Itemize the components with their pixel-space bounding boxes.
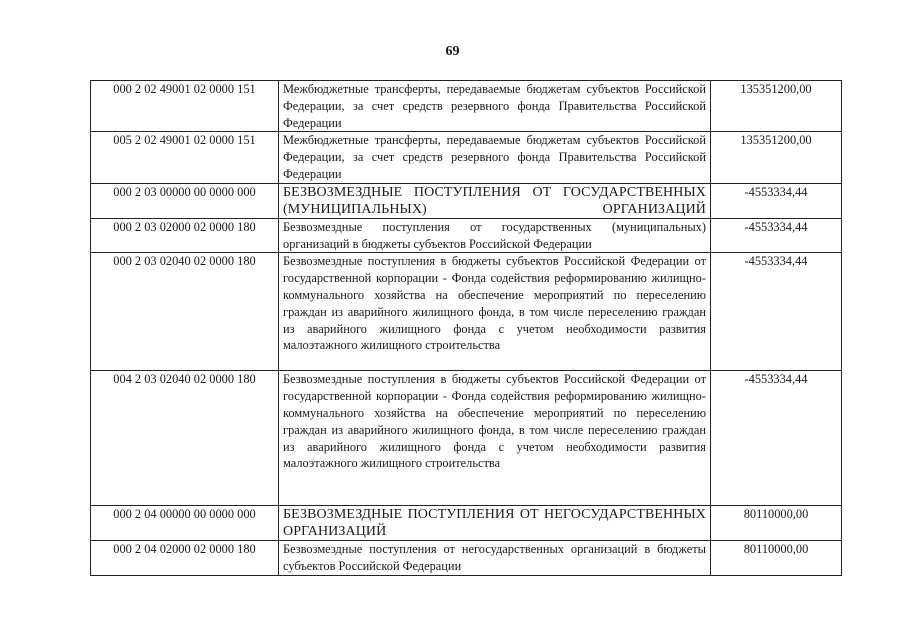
amount-value: 80110000,00 (711, 541, 842, 576)
table-row (91, 253, 842, 371)
revenue-item-name: Безвозмездные поступления в бюджеты субъектов Российской Федерации от государственной корпорации - Фонда содействия реформированию жилищно-коммунального хозяйства на обеспечение мероприятий по переселению граждан из аварийного жилищного фонда, в том числе переселению граждан из аварийного жилищного фонда с учетом необходимости развития малоэтажного жилищного строительства (279, 371, 711, 506)
revenue-section-heading: БЕЗВОЗМЕЗДНЫЕ ПОСТУПЛЕНИЯ ОТ ГОСУДАРСТВЕННЫХ (МУНИЦИПАЛЬНЫХ) ОРГАНИЗАЦИЙ (279, 183, 711, 218)
table-row (91, 371, 842, 506)
table-row (91, 183, 842, 218)
budget-classification-code: 000 2 02 49001 02 0000 151 (91, 81, 279, 132)
amount-value: 135351200,00 (711, 132, 842, 183)
table-row (91, 541, 842, 576)
budget-classification-code: 004 2 03 02040 02 0000 180 (91, 371, 279, 506)
amount-value: 80110000,00 (711, 506, 842, 541)
amount-value: -4553334,44 (711, 183, 842, 218)
budget-classification-code: 000 2 04 02000 02 0000 180 (91, 541, 279, 576)
table-row (91, 81, 842, 132)
revenue-section-heading: БЕЗВОЗМЕЗДНЫЕ ПОСТУПЛЕНИЯ ОТ НЕГОСУДАРСТВЕННЫХ ОРГАНИЗАЦИЙ (279, 506, 711, 541)
amount-value: -4553334,44 (711, 253, 842, 371)
table-row (91, 506, 842, 541)
revenue-item-name: Безвозмездные поступления от негосударственных организаций в бюджеты субъектов Российской Федерации (279, 541, 711, 576)
table-row (91, 218, 842, 253)
amount-value: 135351200,00 (711, 81, 842, 132)
budget-classification-code: 000 2 03 02000 02 0000 180 (91, 218, 279, 253)
revenue-item-name: Межбюджетные трансферты, передаваемые бюджетам субъектов Российской Федерации, за счет средств резервного фонда Правительства Российской Федерации (279, 81, 711, 132)
revenue-item-name: Межбюджетные трансферты, передаваемые бюджетам субъектов Российской Федерации, за счет средств резервного фонда Правительства Российской Федерации (279, 132, 711, 183)
revenue-item-name: Безвозмездные поступления в бюджеты субъектов Российской Федерации от государственной корпорации - Фонда содействия реформированию жилищно-коммунального хозяйства на обеспечение мероприятий по переселению граждан из аварийного жилищного фонда, в том числе переселению граждан из аварийного жилищного фонда с учетом необходимости развития малоэтажного жилищного строительства (279, 253, 711, 371)
amount-value: -4553334,44 (711, 371, 842, 506)
budget-revenue-table (90, 80, 842, 576)
budget-classification-code: 005 2 02 49001 02 0000 151 (91, 132, 279, 183)
page-number: 69 (445, 44, 460, 59)
revenue-item-name: Безвозмездные поступления от государственных (муниципальных) организаций в бюджеты субъектов Российской Федерации (279, 218, 711, 253)
budget-classification-code: 000 2 04 00000 00 0000 000 (91, 506, 279, 541)
amount-value: -4553334,44 (711, 218, 842, 253)
budget-classification-code: 000 2 03 02040 02 0000 180 (91, 253, 279, 371)
budget-classification-code: 000 2 03 00000 00 0000 000 (91, 183, 279, 218)
table-row (91, 132, 842, 183)
